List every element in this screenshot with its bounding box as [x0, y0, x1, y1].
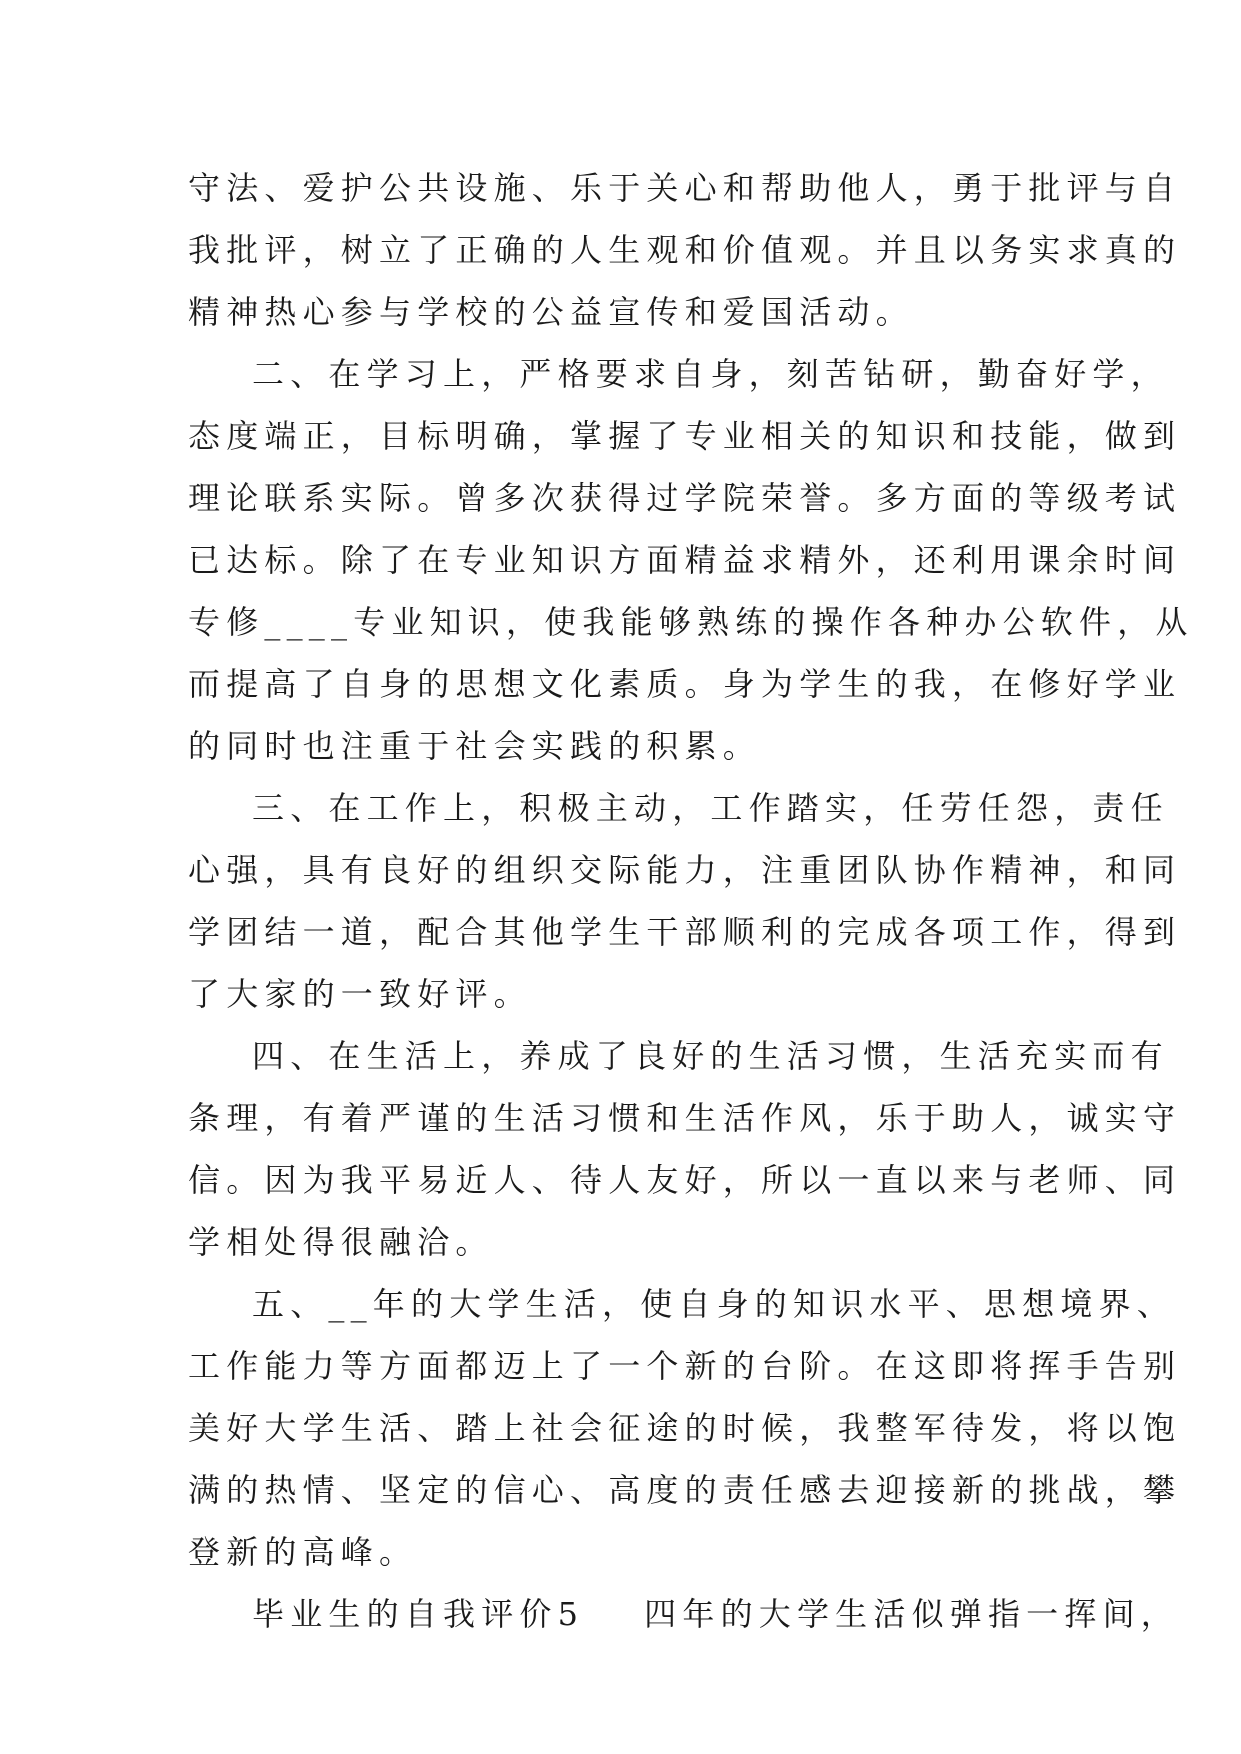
- text-line: 了大家的一致好评。: [188, 975, 532, 1013]
- text-line: 五、__年的大学生活，使自身的知识水平、思想境界、: [252, 1285, 1176, 1323]
- text-line: 态度端正，目标明确，掌握了专业相关的知识和技能，做到: [188, 417, 1182, 455]
- text-line: 我批评，树立了正确的人生观和价值观。并且以务实求真的: [188, 231, 1182, 269]
- paragraph-2-study: [188, 343, 1194, 777]
- paragraph-3-work: [188, 777, 1182, 1025]
- text-line: 已达标。除了在专业知识方面精益求精外，还利用课余时间: [188, 541, 1182, 579]
- section-opening-text: 四年的大学生活似弹指一挥间，: [644, 1595, 1179, 1633]
- text-line: 三、在工作上，积极主动，工作踏实，任劳任怨，责任: [252, 789, 1169, 827]
- paragraph-5-summary: [188, 1273, 1182, 1583]
- text-line: 条理，有着严谨的生活习惯和生活作风，乐于助人，诚实守: [188, 1099, 1182, 1137]
- text-line: 信。因为我平易近人、待人友好，所以一直以来与老师、同: [188, 1161, 1182, 1199]
- section-heading: 毕业生的自我评价5: [252, 1595, 585, 1633]
- text-line: 美好大学生活、踏上社会征途的时候，我整军待发，将以饱: [188, 1409, 1182, 1447]
- text-line: 的同时也注重于社会实践的积累。: [188, 727, 762, 765]
- text-line: 心强，具有良好的组织交际能力，注重团队协作精神，和同: [188, 851, 1182, 889]
- text-line: 理论联系实际。曾多次获得过学院荣誉。多方面的等级考试: [188, 479, 1182, 517]
- text-line: 学团结一道，配合其他学生干部顺利的完成各项工作，得到: [188, 913, 1182, 951]
- document-body: [188, 157, 1194, 1645]
- text-line: 而提高了自身的思想文化素质。身为学生的我，在修好学业: [188, 665, 1182, 703]
- text-line: 精神热心参与学校的公益宣传和爱国活动。: [188, 293, 914, 331]
- text-line: 工作能力等方面都迈上了一个新的台阶。在这即将挥手告别: [188, 1347, 1182, 1385]
- text-line: 满的热情、坚定的信心、高度的责任感去迎接新的挑战，攀: [188, 1471, 1182, 1509]
- paragraph-4-life: [188, 1025, 1182, 1273]
- text-line: 专修____专业知识，使我能够熟练的操作各种办公软件，从: [188, 603, 1194, 641]
- text-line: 学相处得很融洽。: [188, 1223, 494, 1261]
- text-line: 二、在学习上，严格要求自身，刻苦钻研，勤奋好学，: [252, 355, 1169, 393]
- text-line: 登新的高峰。: [188, 1533, 418, 1571]
- closing-paragraph: [188, 1583, 1179, 1645]
- text-line: 四、在生活上，养成了良好的生活习惯，生活充实而有: [252, 1037, 1169, 1075]
- text-line: [188, 1583, 1179, 1645]
- text-line: 守法、爱护公共设施、乐于关心和帮助他人，勇于批评与自: [188, 169, 1182, 207]
- paragraph-1: [188, 157, 1182, 343]
